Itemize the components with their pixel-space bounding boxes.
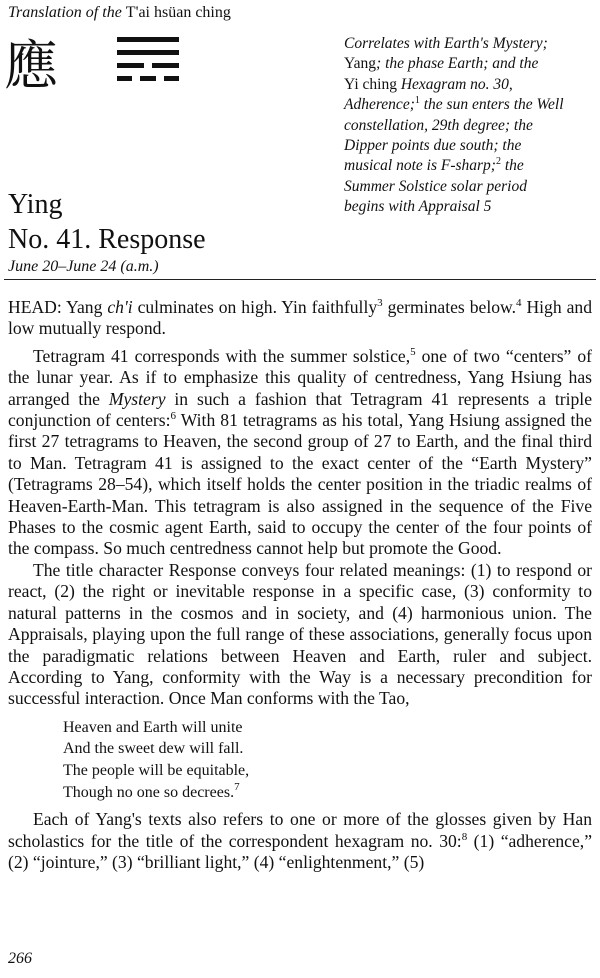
tetragram-line-segment [164, 76, 179, 81]
text-run: Though no one so decrees. [63, 783, 235, 801]
sidebar-text: the [500, 157, 524, 175]
sidebar-line [344, 75, 594, 95]
tetragram-line [117, 63, 179, 68]
text-run: Tetragram 41 corresponds with the summer solstice, [33, 345, 411, 366]
quoted-verse [63, 717, 592, 803]
running-head-work-title: T'ai hsüan ching [125, 4, 231, 21]
tetragram-line-segment [117, 50, 179, 55]
head-paragraph [8, 297, 592, 340]
header-divider [4, 279, 596, 280]
sidebar-text: the sun enters the Well [419, 96, 564, 114]
sidebar-text: ; the phase Earth; and the [376, 55, 539, 73]
sidebar-text: Hexagram no. 30, [396, 75, 513, 93]
text-run: in such a fashion that Tetragram 41 represents a triple conjunction of centers: [8, 388, 592, 431]
footnote-ref[interactable]: 8 [461, 830, 468, 843]
body-text [8, 297, 592, 873]
text-run: (1) “adherence,” (2) “jointure,” (3) “brilliant light,” (4) “enlightenment,” (5) [8, 830, 592, 872]
tetragram-symbol [117, 37, 179, 89]
book-title-mystery: Mystery [108, 388, 166, 409]
sidebar-text: Adherence; [344, 96, 415, 114]
title-chinese-character: 應 [4, 34, 58, 97]
sidebar-line: Summer Solstice solar period [344, 177, 527, 195]
running-head-prefix: Translation of the [8, 4, 126, 21]
tetragram-dates: June 20–June 24 (a.m.) [8, 258, 159, 275]
footnote-ref[interactable]: 2 [495, 156, 501, 168]
paragraph-centredness [8, 346, 592, 560]
tetragram-line [117, 37, 179, 42]
sidebar-line: Correlates with Earth's Mystery; [344, 35, 548, 52]
sidebar-line [344, 156, 594, 176]
sidebar-yang: Yang [344, 55, 377, 73]
sidebar-line: begins with Appraisal 5 [344, 198, 492, 216]
footnote-ref[interactable]: 1 [414, 95, 420, 107]
text-run: one of two “centers” of the lunar year. As if to emphasize this quality of centredness, Yang Hsiung has arranged the [8, 345, 592, 409]
text-run: Each of Yang's texts also refers to one or more of the glosses given by Han scholastics for the title of the correspondent hexagram no. 30: [8, 809, 592, 851]
tetragram-line [117, 50, 179, 55]
paragraph-glosses [8, 809, 592, 873]
term-chi: ch'i [107, 297, 133, 317]
footnote-ref[interactable]: 7 [234, 780, 240, 793]
footnote-ref[interactable]: 5 [410, 345, 416, 358]
tetragram-line-segment [117, 37, 179, 42]
page-number: 266 [8, 950, 32, 967]
footnote-ref[interactable]: 3 [377, 297, 383, 309]
sidebar-text: musical note is F-sharp; [344, 157, 496, 175]
verse-line [63, 782, 592, 804]
text-run: germinates below. [382, 297, 516, 317]
tetragram-line-segment [140, 76, 155, 81]
verse-line: And the sweet dew will fall. [63, 740, 244, 758]
paragraph-title-meanings: The title character Response conveys four related meanings: (1) to respond or react, (2) the right or inevitable response in a specific case, (3) conformity to natural patterns in the cosmos and in society, and (4) harmonious union. The Appraisals, playing upon the full range of these associations, generally focus upon the paradigmatic relations between Heaven and Earth, ruler and subject. According to Yang, conformity with the Way is a necessary precondition for successful interaction. Once Man conforms with the Tao, [8, 559, 592, 709]
text-run: culminates on high. Yin faithfully [132, 297, 378, 317]
sidebar-yi-ching: Yi ching [344, 75, 397, 93]
sidebar-line [344, 95, 594, 115]
tetragram-number-title: No. 41. Response [8, 224, 206, 255]
running-head [8, 4, 231, 22]
tetragram-line-segment [152, 63, 179, 68]
sidebar-line [344, 54, 594, 74]
footnote-ref[interactable]: 6 [170, 410, 177, 423]
verse-line: The people will be equitable, [63, 761, 250, 779]
text-run: With 81 tetragrams as his total, Yang Hsiung assigned the first 27 tetragrams to Heaven, the second group of 27 to Earth, and the final third to Man. Tetragram 41 is assigned to the exact center of the “Earth Mystery” (Tetragrams 28–54), which itself holds the center position in the triadic realms of Heaven-Earth-Man. This tetragram is also assigned in the sequence of the Five Phases to the cosmic agent Earth, said to occupy the center of the four points of the compass. So much centredness cannot help but promote the Good. [8, 410, 592, 559]
correlates-sidebar [344, 34, 594, 218]
text-run: High and low mutually respond. [8, 297, 592, 339]
tetragram-line-segment [117, 76, 132, 81]
text-run: HEAD: Yang [8, 297, 108, 317]
sidebar-line: constellation, 29th degree; the [344, 116, 533, 134]
tetragram-line [117, 76, 179, 81]
verse-line: Heaven and Earth will unite [63, 718, 243, 736]
sidebar-line: Dipper points due south; the [344, 137, 522, 155]
footnote-ref[interactable]: 4 [515, 297, 522, 309]
tetragram-name: Ying [8, 189, 63, 220]
tetragram-line-segment [117, 63, 144, 68]
